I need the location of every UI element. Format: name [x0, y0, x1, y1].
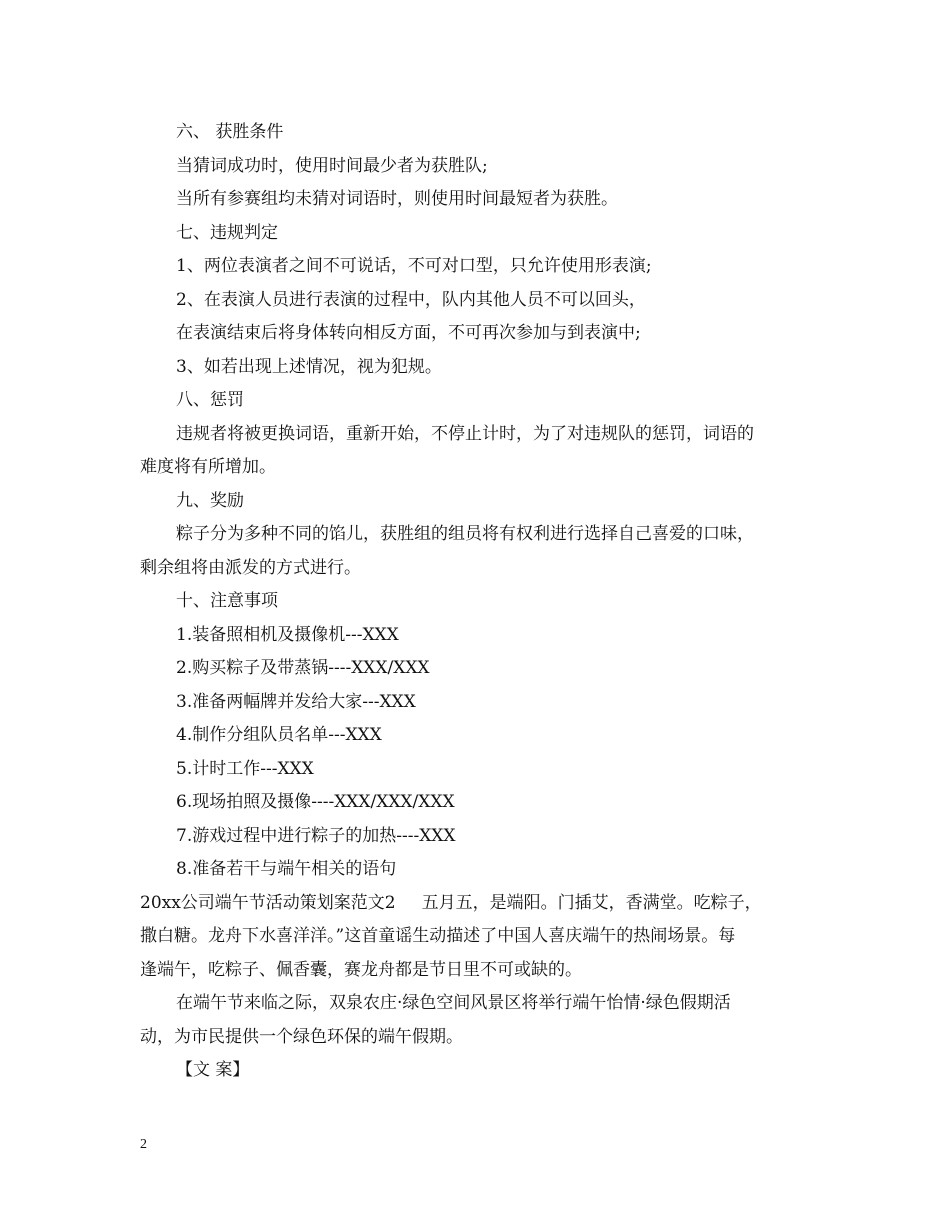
paragraph-line: 违规者将被更换词语，重新开始，不停止计时，为了对违规队的惩罚，词语的: [176, 423, 754, 444]
paragraph-line: 3、如若出现上述情况，视为犯规。: [176, 356, 442, 377]
article-title: 20xx公司端午节活动策划案范文2: [140, 892, 396, 913]
document-body: [140, 116, 830, 1088]
list-item: 5.计时工作---XXX: [176, 758, 314, 779]
paragraph-line: 2、在表演人员进行表演的过程中，队内其他人员不可以回头，: [176, 289, 646, 310]
paragraph-line: 当猜词成功时，使用时间最少者为获胜队;: [176, 155, 488, 176]
list-item: 6.现场拍照及摄像----XXX/XXX/XXX: [176, 792, 455, 812]
section-heading-victory: 六、 获胜条件: [176, 122, 284, 142]
paragraph-line: 动，为市民提供一个绿色环保的端午假期。: [140, 1026, 463, 1047]
list-item: 8.准备若干与端午相关的语句: [176, 859, 397, 879]
list-item: 7.游戏过程中进行粽子的加热----XXX: [176, 825, 456, 846]
section-heading-violations: 七、违规判定: [176, 222, 278, 243]
paragraph-line: 剩余组将由派发的方式进行。: [140, 557, 361, 578]
list-item: 4.制作分组队员名单---XXX: [176, 725, 382, 745]
paragraph-line: 1、两位表演者之间不可说话，不可对口型，只允许使用形表演;: [176, 256, 652, 276]
section-heading-penalty: 八、惩罚: [176, 390, 244, 410]
paragraph-line: 撒白糖。龙舟下水喜洋洋。”这首童谣生动描述了中国人喜庆端午的热闹场景。每: [140, 926, 736, 946]
paragraph-line: 粽子分为多种不同的馅儿，获胜组的组员将有权利进行选择自己喜爱的口味，: [176, 524, 754, 544]
paragraph-line: 难度将有所增加。: [140, 457, 276, 477]
article-title-line: [140, 887, 830, 921]
paragraph-line: 逢端午，吃粽子、佩香囊，赛龙舟都是节日里不可或缺的。: [140, 959, 582, 980]
page-number: 2: [140, 1137, 147, 1152]
list-item: 3.准备两幅牌并发给大家---XXX: [176, 691, 416, 712]
paragraph-text: 五月五，是端阳。门插艾，香满堂。吃粽子，: [421, 892, 762, 913]
section-heading-reward: 九、奖励: [176, 490, 244, 511]
section-heading-copy: 【文 案】: [176, 1060, 250, 1080]
paragraph-line: 当所有参赛组均未猜对词语时，则使用时间最短者为获胜。: [176, 189, 618, 209]
list-item: 1.装备照相机及摄像机---XXX: [176, 624, 399, 645]
section-heading-notes: 十、注意事项: [176, 591, 278, 611]
paragraph-line: 在表演结束后将身体转向相反方面，不可再次参加与到表演中;: [176, 323, 641, 343]
paragraph-line: 在端午节来临之际，双泉农庄·绿色空间风景区将举行端午怡情·绿色假期活: [176, 993, 731, 1013]
list-item: 2.购买粽子及带蒸锅----XXX/XXX: [176, 658, 430, 678]
